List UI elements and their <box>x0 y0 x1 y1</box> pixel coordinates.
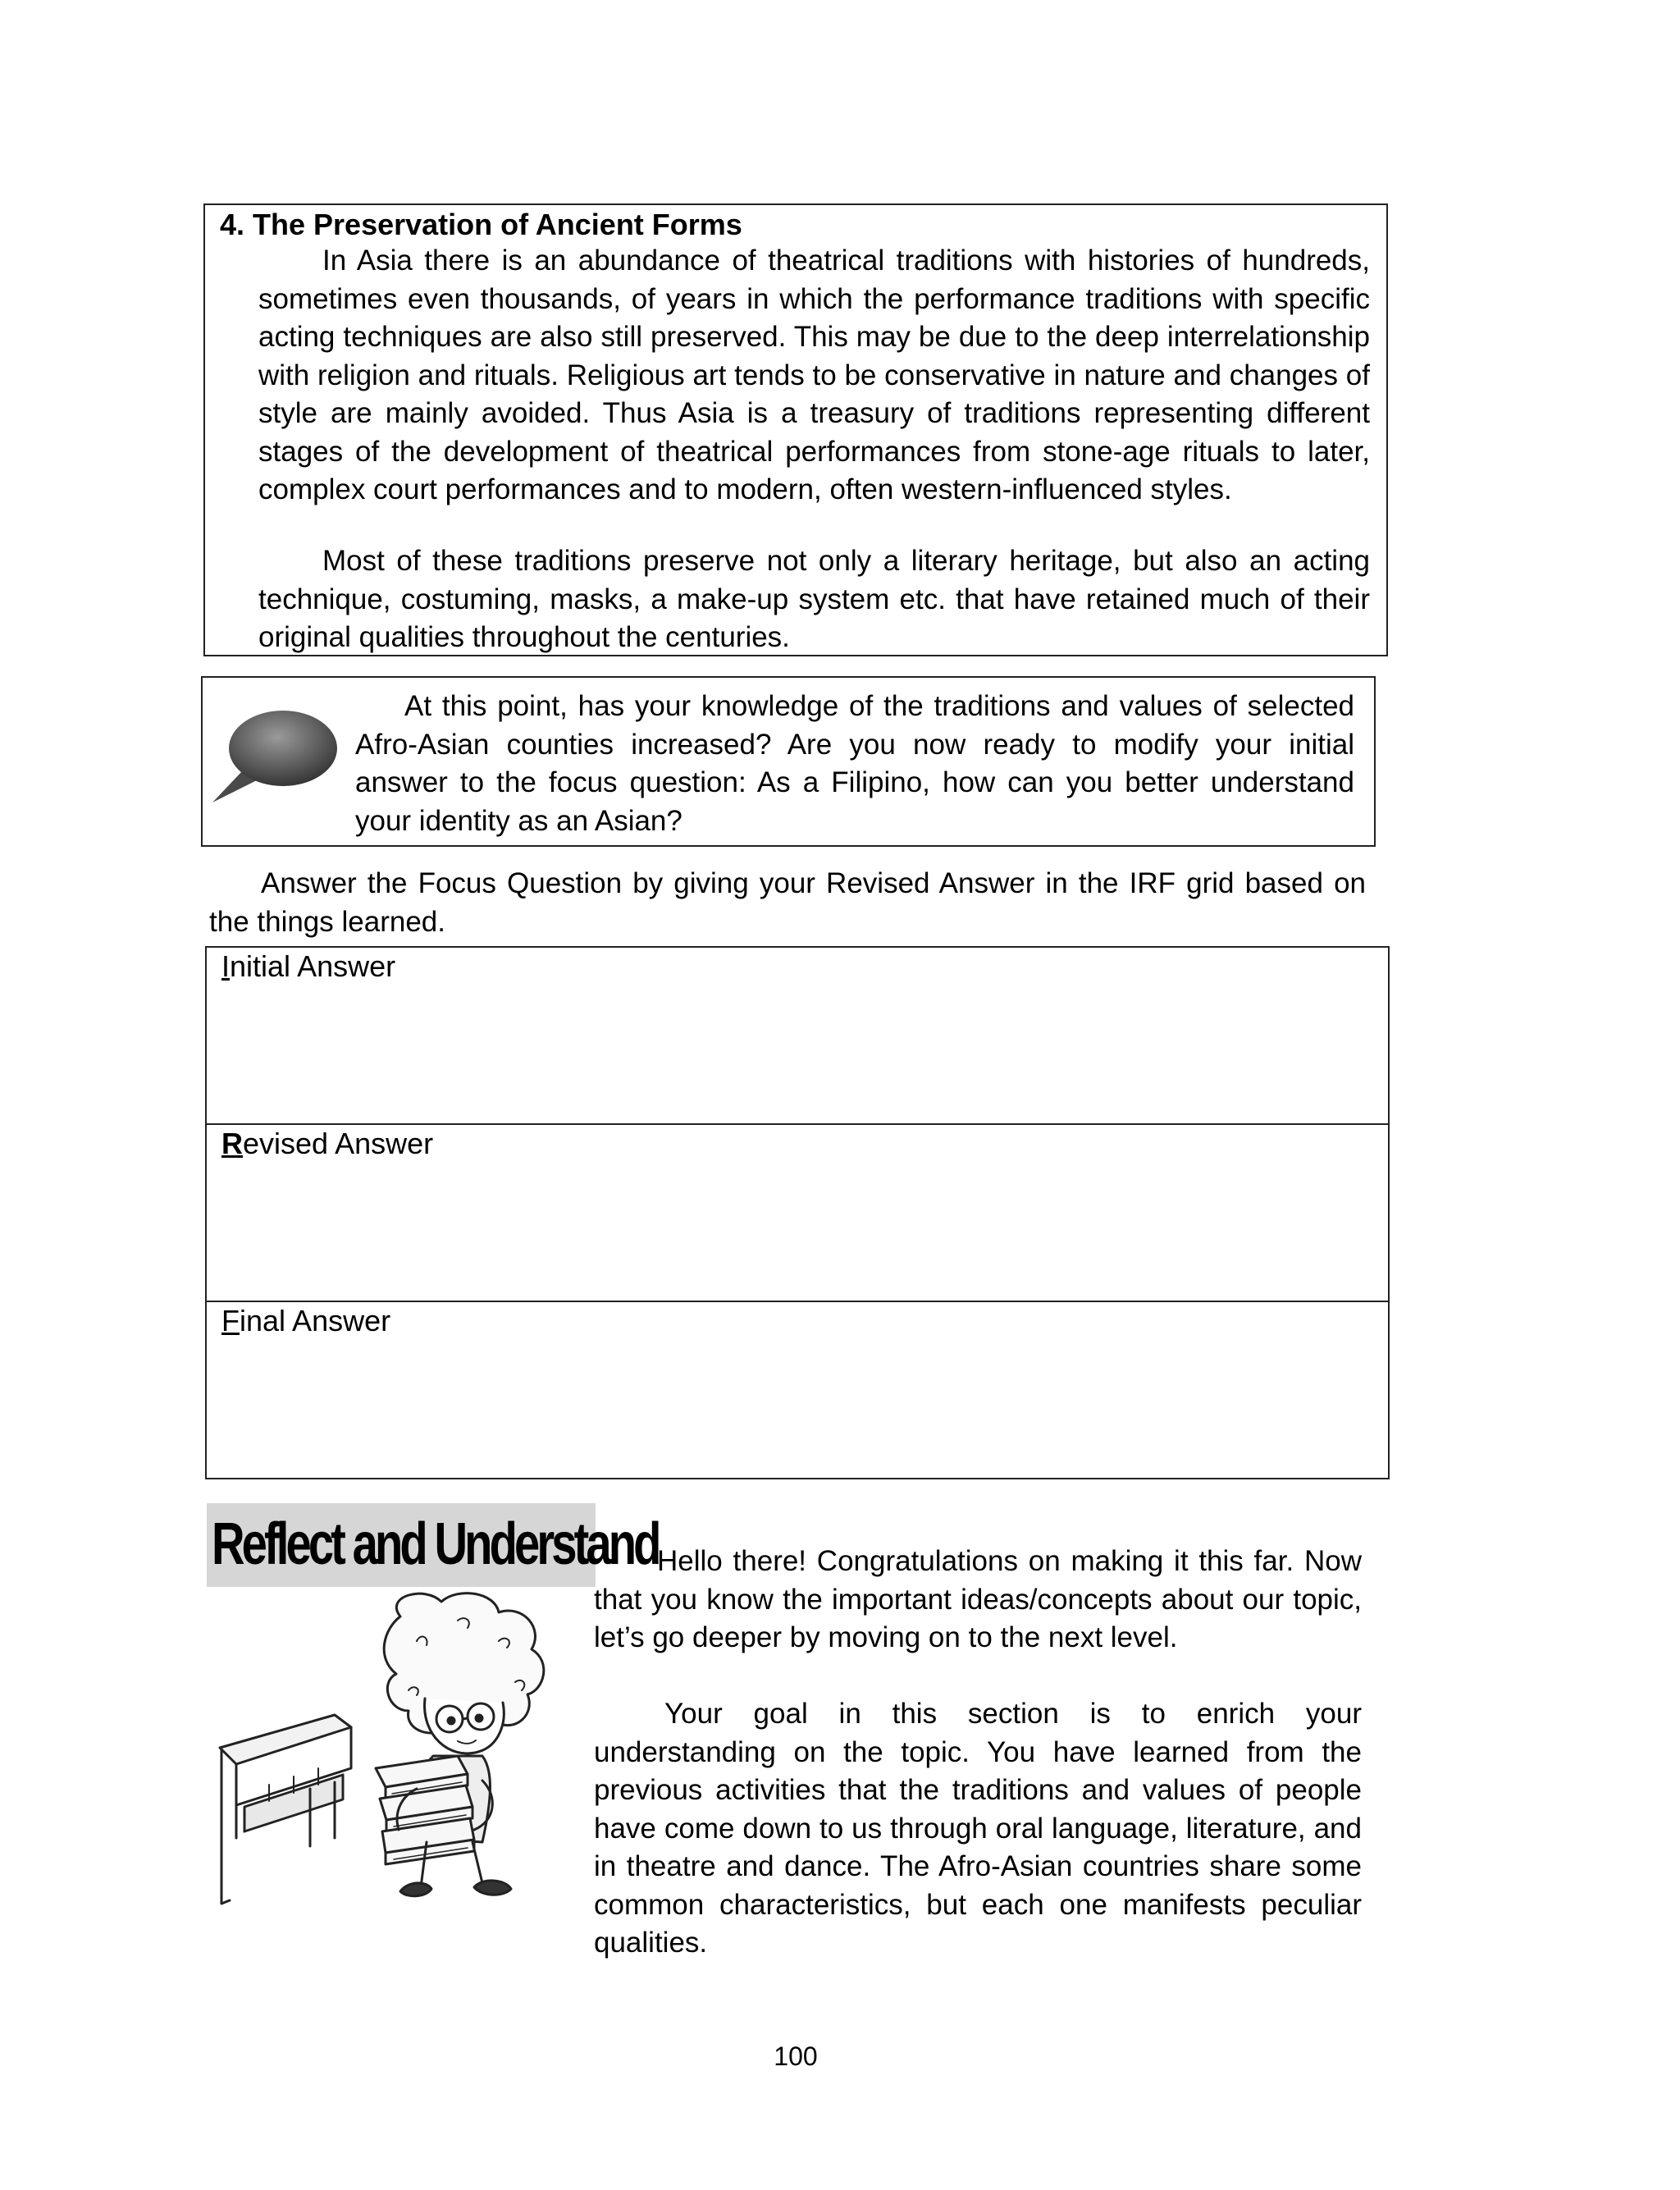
page-number: 100 <box>774 2041 818 2071</box>
prompt-text: At this point, has your knowledge of the traditions and values of selected Afro-Asian counties increased? Are you now ready to modify your initial answer to the focus question: As a Filipino, how can you better understand your identity as an Asian? <box>355 690 1354 837</box>
section-paragraph-1: In Asia there is an abundance of theatrical traditions with histories of hundreds, sometimes even thousands, of years in which the performance traditions with specific acting techniques are also still preserved. This may be due to the deep interrelationship with religion and rituals. Religious art tends to be conservative in nature and changes of style are mainly avoided. Thus Asia is a treasury of traditions representing different stages of the development of theatrical performances from stone-age rituals to later, complex court performances and to modern, often western-influenced styles. <box>258 245 1370 505</box>
irf-initial-letter: I <box>221 949 231 983</box>
speech-bubble-icon <box>209 707 340 806</box>
child-carrying-books-illustration <box>212 1592 586 1936</box>
reflect-paragraph-1: Hello there! Congratulations on making it this far. Now that you know the important ideas/concepts about our topic, let’s go deeper by moving on to the next level. <box>594 1545 1362 1653</box>
section-paragraph-2: Most of these traditions preserve not only a literary heritage, but also an acting technique, costuming, masks, a make-up system etc. that have retained much of their original qualities throughout the centuries. <box>258 545 1370 653</box>
reflect-title: Reflect and Understand <box>212 1511 659 1577</box>
instruction-text: Answer the Focus Question by giving your Revised Answer in the IRF grid based on the things learned. <box>209 867 1366 938</box>
section-title: 4. The Preservation of Ancient Forms <box>220 208 742 241</box>
irf-final-answer[interactable] <box>205 1301 1390 1479</box>
irf-revised-label: evised Answer <box>243 1127 434 1160</box>
reflect-paragraph-2: Your goal in this section is to enrich your understanding on the topic. You have learned from the previous activities that the traditions and values of people have come down to us through oral language, literature, and in theatre and dance. The Afro-Asian countries share some common characteristics, but each one manifests peculiar qualities. <box>594 1698 1362 1959</box>
irf-revised-answer[interactable] <box>205 1123 1390 1302</box>
irf-final-letter: F <box>221 1304 240 1337</box>
irf-revised-letter: R <box>221 1127 243 1160</box>
irf-final-label: inal Answer <box>240 1304 391 1337</box>
irf-initial-answer[interactable] <box>205 946 1390 1125</box>
irf-initial-label: nitial Answer <box>230 949 396 983</box>
